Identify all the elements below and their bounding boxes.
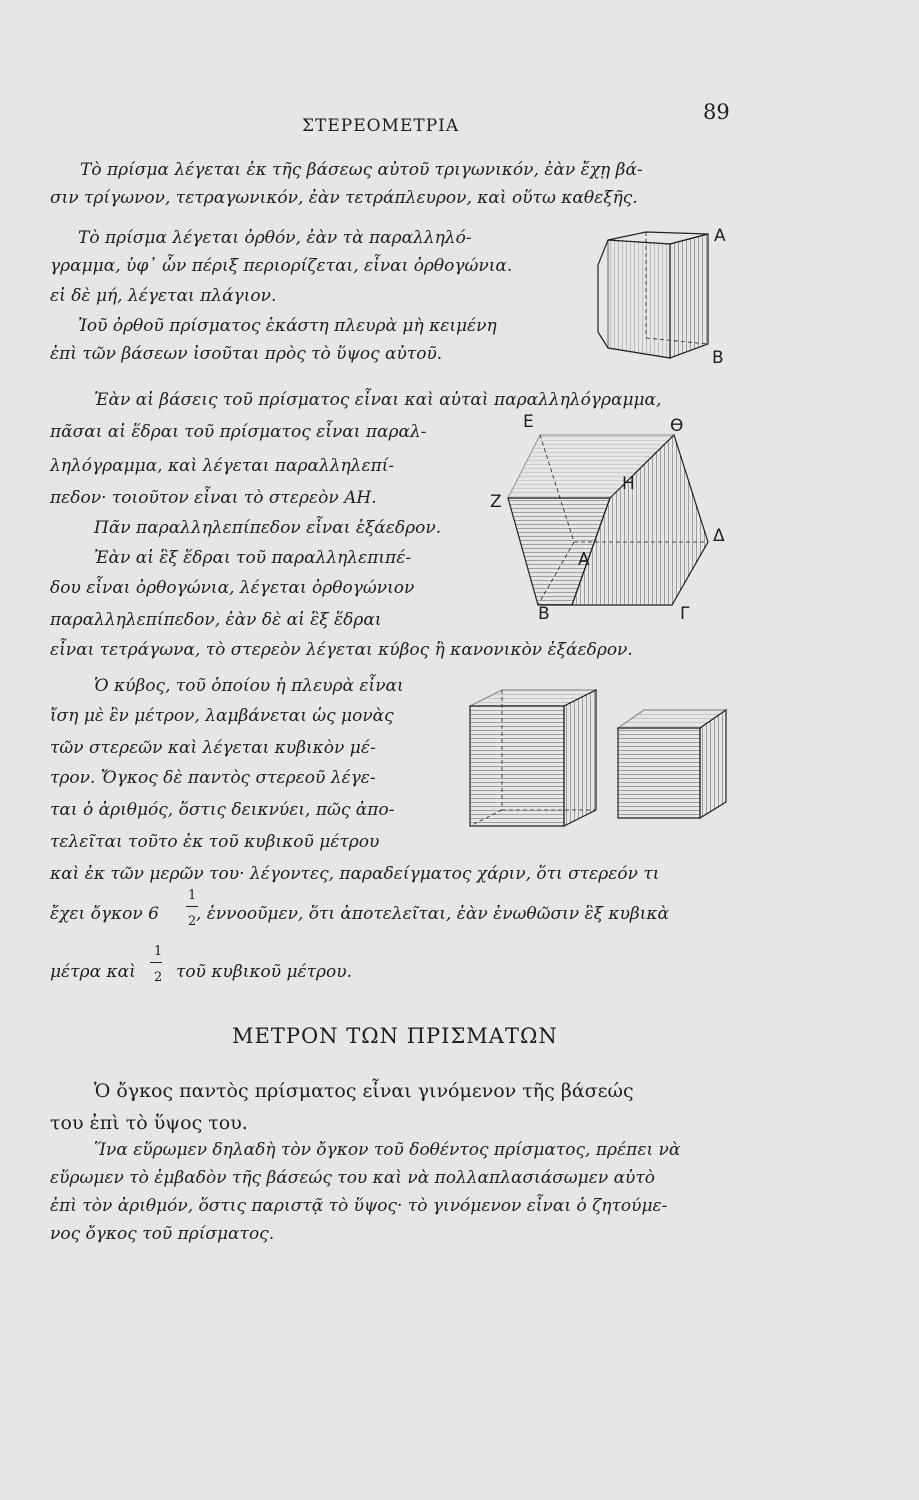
- label-B: B: [538, 604, 550, 624]
- text-line: πᾶσαι αἱ ἕδραι τοῦ πρίσματος εἶναι παραλ-: [50, 422, 427, 442]
- page-number: 89: [703, 100, 730, 124]
- section-heading: ΜΕΤΡΟΝ ΤΩΝ ΠΡΙΣΜΑΤΩΝ: [232, 1024, 558, 1048]
- text-line: Ἐὰν αἱ ἓξ ἕδραι τοῦ παραλληλεπιπέ-: [94, 548, 412, 568]
- fraction-bar: [150, 962, 162, 963]
- text-line: μέτρα καὶ: [50, 962, 136, 982]
- text-line: ται ὁ ἀριθμός, ὅστις δεικνύει, πῶς ἀπο-: [50, 800, 395, 820]
- label-A: A: [578, 550, 590, 570]
- rule-line: Ὁ ὄγκος παντὸς πρίσματος εἶναι γινόμενον τῆς βάσεώς: [94, 1080, 634, 1102]
- cubes-figure: [466, 686, 756, 836]
- label-Z: Z: [490, 492, 502, 512]
- text-line: πεδον· τοιοῦτον εἶναι τὸ στερεὸν ΑΗ.: [50, 488, 377, 508]
- rule-line: του ἐπὶ τὸ ὕψος του.: [50, 1112, 248, 1134]
- text-line: Τὸ πρίσμα λέγεται ὀρθόν, ἐὰν τὰ παραλληλό-: [78, 228, 472, 248]
- text-line: νος ὄγκος τοῦ πρίσματος.: [50, 1224, 275, 1244]
- fraction-numerator: 1: [154, 944, 163, 959]
- text-line: τελεῖται τοῦτο ἐκ τοῦ κυβικοῦ μέτρου: [50, 832, 380, 852]
- text-line: Ὁ κύβος, τοῦ ὁποίου ἡ πλευρὰ εἶναι: [94, 676, 404, 696]
- label-prism-top: A: [714, 226, 726, 246]
- text-line: ἔχει ὄγκον 6: [50, 904, 159, 924]
- text-line: γραμμα, ὑφ᾽ ὧν πέριξ περιορίζεται, εἶναι ὀρθογώνια.: [50, 256, 513, 276]
- text-line: Τὸ πρίσμα λέγεται ἐκ τῆς βάσεως αὐτοῦ τριγωνικόν, ἐὰν ἔχῃ βά-: [80, 160, 643, 180]
- text-line: εἶναι τετράγωνα, τὸ στερεὸν λέγεται κύβος ἢ κανονικὸν ἑξάεδρον.: [50, 640, 633, 660]
- text-line: παραλληλεπίπεδον, ἐὰν δὲ αἱ ἓξ ἕδραι: [50, 610, 382, 630]
- parallelepiped-figure: [500, 420, 730, 620]
- text-line: καὶ ἐκ τῶν μερῶν του· λέγοντες, παραδείγματος χάριν, ὅτι στερεόν τι: [50, 864, 660, 884]
- label-prism-bottom: B: [712, 348, 724, 368]
- text-line: Ἐὰν αἱ βάσεις τοῦ πρίσματος εἶναι καὶ αὐταὶ παραλληλόγραμμα,: [94, 390, 662, 410]
- label-Gamma: Γ: [680, 604, 690, 624]
- fraction-denominator: 2: [154, 970, 163, 985]
- text-line: Ἰοῦ ὀρθοῦ πρίσματος ἑκάστη πλευρὰ μὴ κειμένη: [78, 316, 497, 336]
- text-line: Ἵνα εὕρωμεν δηλαδὴ τὸν ὄγκον τοῦ δοθέντος πρίσματος, πρέπει νὰ: [94, 1140, 681, 1160]
- text-line: δου εἶναι ὀρθογώνια, λέγεται ὀρθογώνιον: [50, 578, 415, 598]
- text-line: τοῦ κυβικοῦ μέτρου.: [176, 962, 353, 982]
- text-line: Πᾶν παραλληλεπίπεδον εἶναι ἑξάεδρον.: [94, 518, 442, 538]
- fraction-numerator: 1: [188, 888, 197, 903]
- label-H: H: [622, 474, 635, 494]
- label-E: E: [523, 412, 534, 432]
- running-header: ΣΤΕΡΕΟΜΕΤΡΙΑ: [302, 116, 460, 136]
- fraction-denominator: 2: [188, 914, 197, 929]
- label-theta: ϴ: [670, 416, 684, 436]
- text-line: εἰ δὲ μή, λέγεται πλάγιον.: [50, 286, 277, 306]
- text-line: ἐπὶ τὸν ἀριθμόν, ὅστις παριστᾷ τὸ ὕψος· τὸ γινόμενον εἶναι ὁ ζητούμε-: [50, 1196, 668, 1216]
- text-line: , ἐννοοῦμεν, ὅτι ἀποτελεῖται, ἐὰν ἑνωθῶσιν ἓξ κυβικὰ: [196, 904, 670, 924]
- text-line: ληλόγραμμα, καὶ λέγεται παραλληλεπί-: [50, 456, 395, 476]
- text-line: εὕρωμεν τὸ ἐμβαδὸν τῆς βάσεώς του καὶ νὰ πολλαπλασιάσωμεν αὐτὸ: [50, 1168, 656, 1188]
- text-line: τρον. Ὄγκος δὲ παντὸς στερεοῦ λέγε-: [50, 768, 376, 788]
- text-line: ἴση μὲ ἓν μέτρον, λαμβάνεται ὡς μονὰς: [50, 706, 394, 726]
- text-line: ἐπὶ τῶν βάσεων ἰσοῦται πρὸς τὸ ὕψος αὐτοῦ.: [50, 344, 443, 364]
- text-line: τῶν στερεῶν καὶ λέγεται κυβικὸν μέ-: [50, 738, 376, 758]
- label-Delta: Δ: [713, 526, 725, 546]
- text-line: σιν τρίγωνον, τετραγωνικόν, ἐὰν τετράπλευρον, καὶ οὕτω καθεξῆς.: [50, 188, 638, 208]
- right-prism-figure: [578, 220, 728, 370]
